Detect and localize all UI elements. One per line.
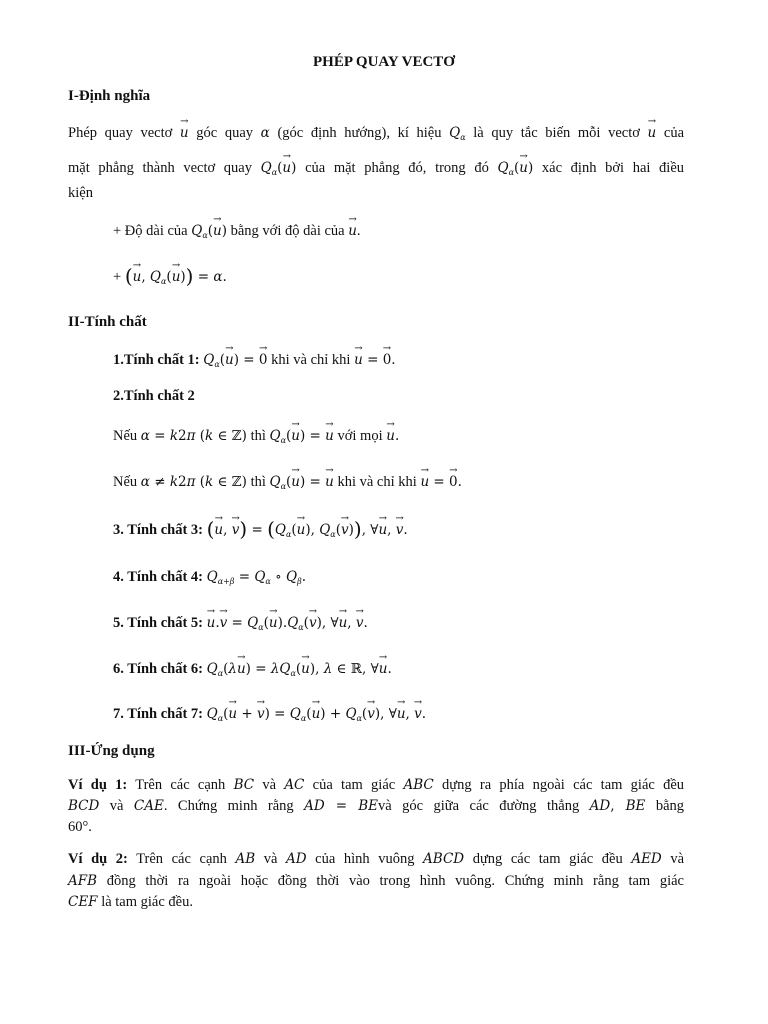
example-1-line-2: BCD và CAE. Chứng minh rằng AD = BEvà góc giữa các đường thẳng AD, BE bằng bbox=[68, 798, 685, 814]
property-5: 5. Tính chất 5: → $u.\to v = Q_\alpha(\to u).Q_\alpha(\to v)$, ∀→ u, → v. bbox=[113, 613, 368, 638]
example-2-line-3: CEF là tam giác đều. bbox=[68, 894, 193, 910]
example-1-line-3: 60°. bbox=[68, 819, 92, 835]
section-heading-definition: I-Định nghĩa bbox=[68, 88, 151, 104]
condition-angle: + (→ u, $Q_\alpha(\to u)) = \alpha$. bbox=[113, 266, 227, 292]
property-7: 7. Tính chất 7: $Q_\alpha(\to u$ + → $v) = Q_\alpha(\to u) + Q_\alpha(\to v)$, ∀→ u, → v. bbox=[113, 704, 426, 729]
property-6: 6. Tính chất 6: $Q_\alpha(\lambda\to u) = \lambda Q_\alpha(\to u)$, λ ∈ ℝ, ∀→ u. bbox=[113, 659, 392, 684]
condition-length: + Độ dài của $Q_\alpha(\to u)$ bằng với độ dài của → u. bbox=[113, 221, 361, 246]
property-2-case-a: Nếu α = k2π (k ∈ ℤ) thì $Q_\alpha(\to u)$ = → u với mọi → u. bbox=[113, 426, 399, 451]
definition-paragraph-line-1: Phép quay vectơ → u góc quay α (góc định hướng), kí hiệu $Q_\alpha$ là quy tắc biến mỗi vectơ → u của bbox=[68, 123, 684, 148]
property-1: 1.Tính chất 1: $Q_\alpha(\to u)$ = → 0 khi và chỉ khi → u = → 0. bbox=[113, 350, 396, 375]
property-3: 3. Tính chất 3: (→ u, → $v) = (Q_\alpha(\to u)$, $Q_\alpha(\to v)$), ∀→ u, → v. bbox=[113, 519, 408, 545]
property-2-label: 2.Tính chất 2 bbox=[113, 388, 195, 404]
section-heading-properties: II-Tính chất bbox=[68, 314, 147, 330]
example-1-line-1: Ví dụ 1: Trên các cạnh BC và AC của tam giác ABC dựng ra phía ngoài các tam giác đều bbox=[68, 777, 685, 793]
example-2-line-1: Ví dụ 2: Trên các cạnh AB và AD của hình vuông ABCD dựng các tam giác đều AED và bbox=[68, 851, 685, 867]
example-2-line-2: AFB đồng thời ra ngoài hoặc đồng thời vào trong hình vuông. Chứng minh rằng tam giác bbox=[68, 873, 684, 889]
page-title: PHÉP QUAY VECTƠ bbox=[313, 54, 455, 70]
property-2-case-b: Nếu α ≠ k2π (k ∈ ℤ) thì $Q_\alpha(\to u)$ = → u khi và chỉ khi → u = → 0. bbox=[113, 472, 462, 497]
section-heading-applications: III-Ứng dụng bbox=[68, 743, 155, 759]
property-4: 4. Tính chất 4: $Q_{\alpha+\beta} = Q_\alpha$ ∘ $Q_\beta$. bbox=[113, 569, 307, 586]
definition-paragraph-line-2: mặt phẳng thành vectơ quay $Q_\alpha(\to u)$ của mặt phẳng đó, trong đó $Q_\alpha(\to u)$ xác định bởi hai điều bbox=[68, 158, 684, 183]
definition-paragraph-line-3: kiện bbox=[68, 185, 93, 201]
